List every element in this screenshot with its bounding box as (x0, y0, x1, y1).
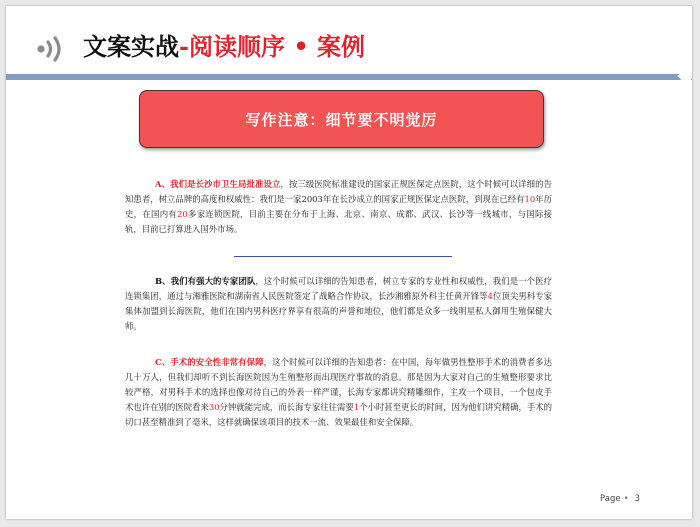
bullet-dot-icon: • (623, 494, 629, 504)
paragraph-c (125, 355, 552, 430)
sound-waves-icon (36, 36, 72, 62)
slide (6, 6, 692, 519)
paragraph-b-text-1: ，这个时候可以详细的告知患者，树立专家的专业性和权威性，我们是一个医疗连锁集团，通过与湘雅医院和湖南省人民医院签定了战略合作协议，长沙湘雅原外科主任黄开锋等 (125, 276, 552, 301)
paragraph-a-text-3: 年历史，在国内有 (125, 194, 553, 219)
header-rule (6, 74, 692, 80)
paragraph-c-number-1: 30 (208, 402, 220, 412)
paragraph-a-number-2: 10 (524, 194, 536, 204)
paragraph-c-text-2: 分钟就能完成，而长海专家往往需要 (219, 402, 354, 412)
separator-line (234, 256, 452, 257)
title-main: 文案实战 (83, 32, 179, 61)
paragraph-b-text-2: 位顶尖男科专家集体加盟到长海医院，他们在国内男科医疗界享有很高的声誉和地位，他们都是众多一线明星私人御用生殖保健大师。 (125, 291, 553, 331)
notice-banner-text: 写作注意：细节要不明觉厉 (245, 110, 438, 129)
paragraph-c-lead: C、手术的安全性非常有保障 (155, 357, 264, 367)
paragraph-b-number-1: 4 (487, 291, 493, 301)
paragraph-b (125, 274, 552, 334)
paragraph-a-lead: A、我们是长沙市卫生局批准设立 (155, 179, 281, 189)
paragraph-a-text-1: ，按三级医院标准建设的国家正规医保定点医院，这个时候可以详细的告知患者，树立品牌的高度和权威性：我们是一家 (125, 179, 553, 204)
paragraph-a-number-1: 2003 (301, 194, 323, 204)
header-rule-tip (678, 68, 692, 85)
title-dash: - (179, 32, 189, 61)
paragraph-a-number-3: 20 (177, 209, 188, 219)
paragraph-a-text-2: 年在长沙成立的国家正规医保定点医院，到现在已经有 (322, 194, 525, 204)
page-label: Page (600, 494, 621, 504)
title-accent: 阅读顺序 • 案例 (188, 32, 366, 61)
page-footer (600, 494, 640, 504)
page-number: 3 (634, 494, 641, 504)
paragraph-c-text-1: ，这个时候可以详细的告知患者：在中国，每年做男性整形手术的消费者多达几十万人，但我们却听不到长海医院因为生殖整形而出现医疗事故的消息。那是因为大家对自己的生殖整形要求比较严格，对男科手术的选择也像对待自己的外表一样严谨，长海专家都讲究精雕细作，主攻一个项目，一个包皮手术也许在别的医院看来 (125, 357, 552, 412)
notice-banner (139, 90, 544, 148)
page-title (83, 30, 365, 64)
paragraph-a-text-4: 多家连锁医院，目前主要在分布于上海、北京、南京、成都、武汉、长沙等一线城市，与国际接轨，目前已打算进入国外市场。 (125, 209, 553, 234)
paragraph-a (125, 177, 552, 237)
paragraph-c-number-2: 1 (353, 402, 360, 412)
paragraph-c-text-3: 个小时甚至更长的时间，因为他们讲究精确，手术的切口甚至精准到了毫米，这样就确保该项目的技术一流、效果最佳和安全保障。 (125, 402, 553, 427)
paragraph-b-lead: B、我们有强大的专家团队 (155, 276, 256, 286)
